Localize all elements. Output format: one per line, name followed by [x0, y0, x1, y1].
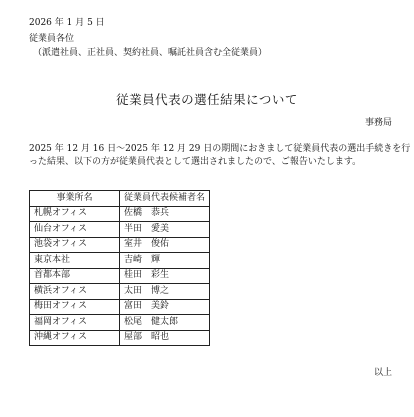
office-cell: 横浜オフィス [30, 284, 120, 300]
document-date: 2026 年 1 月 5 日 [29, 18, 105, 28]
table-header-row [30, 191, 210, 207]
office-cell: 沖縄オフィス [30, 330, 120, 346]
candidate-cell: 松尾 健太郎 [120, 315, 210, 331]
candidate-cell: 桂田 彩生 [120, 268, 210, 284]
addressee-note: （派遣社員、正社員、契約社員、嘱託社員含む全従業員） [33, 48, 268, 58]
office-cell: 仙台オフィス [30, 222, 120, 238]
table-row [30, 299, 210, 315]
office-cell: 福岡オフィス [30, 315, 120, 331]
addressee: 従業員各位 [29, 34, 75, 44]
document-title: 従業員代表の選任結果について [116, 92, 298, 107]
table-row [30, 253, 210, 269]
candidate-cell: 室井 俊佑 [120, 237, 210, 253]
table-header-candidate: 従業員代表候補者名 [120, 191, 210, 207]
closing-remark: 以上 [373, 368, 392, 378]
body-text-line-1: 2025 年 12 月 16 日～2025 年 12 月 29 日の期間におきまして従業員代表の選出手続きを行 [29, 144, 411, 154]
table-row [30, 268, 210, 284]
candidate-cell: 吉崎 輝 [120, 253, 210, 269]
table-row [30, 206, 210, 222]
office-cell: 首都本部 [30, 268, 120, 284]
office-cell: 池袋オフィス [30, 237, 120, 253]
table-row [30, 237, 210, 253]
table-header-office: 事業所名 [30, 191, 120, 207]
candidate-cell: 半田 愛美 [120, 222, 210, 238]
office-cell: 札幌オフィス [30, 206, 120, 222]
table-row [30, 315, 210, 331]
candidate-cell: 佐橋 恭兵 [120, 206, 210, 222]
office-cell: 梅田オフィス [30, 299, 120, 315]
representatives-table [29, 190, 210, 346]
candidate-cell: 富田 美鈴 [120, 299, 210, 315]
candidate-cell: 太田 博之 [120, 284, 210, 300]
table-row [30, 284, 210, 300]
candidate-cell: 屋部 昭也 [120, 330, 210, 346]
table-row [30, 330, 210, 346]
sender: 事務局 [364, 118, 392, 128]
table-row [30, 222, 210, 238]
office-cell: 東京本社 [30, 253, 120, 269]
body-text-line-2: った結果、以下の方が従業員代表として選出されましたので、ご報告いたします。 [29, 157, 362, 167]
